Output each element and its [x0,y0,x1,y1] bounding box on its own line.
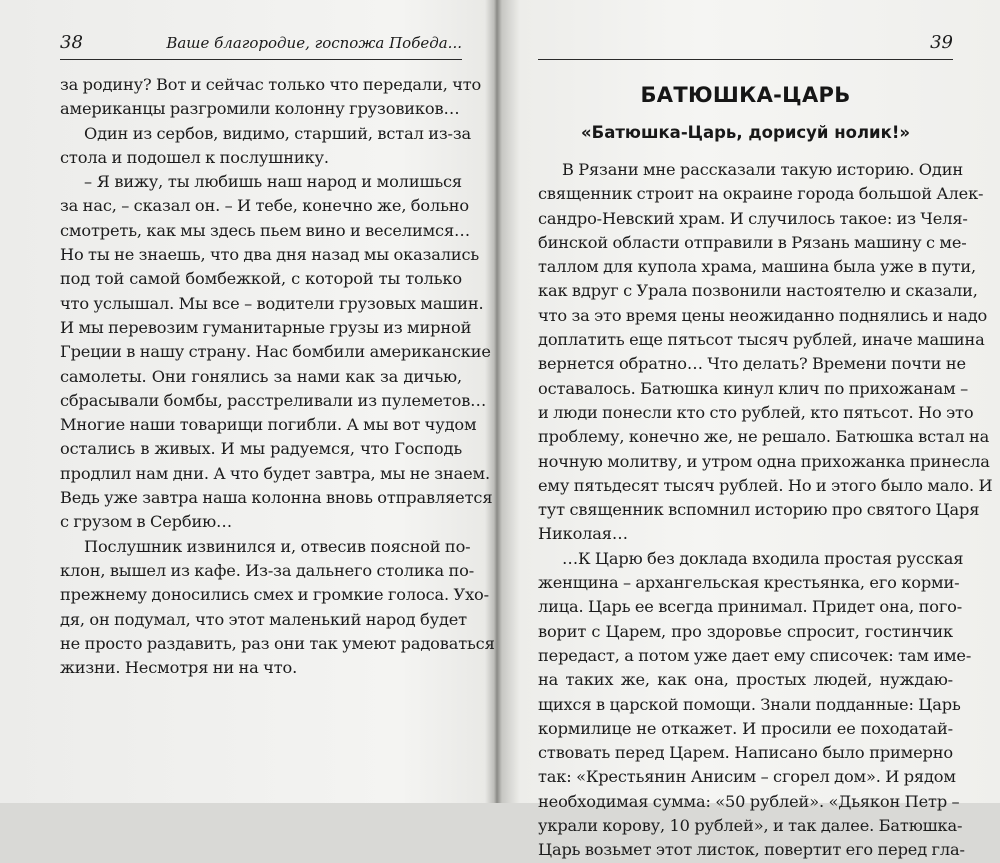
page-number: 38 [60,32,83,53]
running-title: Ваше благородие, госпожа Победа... [166,34,462,52]
text-line: Греции в нашу страну. Нас бомбили американские [60,342,491,362]
text-line: и люди понесли кто сто рублей, кто пятьсот. Но это [538,402,974,422]
text-line: не просто раздавить, раз они так умеют радоваться [60,633,495,653]
text-line: жизни. Несмотря ни на что. [60,658,298,678]
body-text [538,158,993,863]
text-line: ночную молитву, и утром одна прихожанка принесла [538,451,990,471]
text-line: вернется обратно… Что делать? Времени почти не [538,354,966,374]
text-line: проблему, конечно же, не решало. Батюшка встал на [538,427,990,447]
text-line: передаст, а потом уже дает ему списочек: там име- [538,645,972,665]
text-line: с грузом в Сербию… [60,512,233,532]
text-line: необходимая сумма: «50 рублей». «Дьякон Петр – [538,791,960,811]
text-line: женщина – архангельская крестьянка, его корми- [538,573,960,593]
text-line: священник строит на окраине города большой Алек- [538,184,984,204]
text-line: – Я вижу, ты любишь наш народ и молишься [60,172,462,192]
text-line: украли корову, 10 рублей», и так далее. Батюшка- [538,816,963,836]
text-line: сбрасывали бомбы, расстреливали из пулеметов… [60,390,487,410]
text-line: за нас, – сказал он. – И тебе, конечно же, больно [60,196,470,216]
text-line: так: «Крестьянин Анисим – сгорел дом». И рядом [538,767,956,787]
page-number: 39 [930,32,953,53]
text-line: лица. Царь ее всегда принимал. Придет она, пого- [538,597,963,617]
text-line: тут священник вспомнил историю про святого Царя [538,500,980,520]
text-line: стола и подошел к послушнику. [60,147,329,167]
text-line: Царь возьмет этот листок, повертит его перед гла- [538,840,965,860]
chapter-title: БАТЮШКА-ЦАРЬ [640,83,851,107]
page-header [538,32,953,60]
body-text [60,73,495,680]
text-line: смотреть, как мы здесь пьем вино и веселимся… [60,220,471,240]
text-line: Один из сербов, видимо, старший, встал из-за [60,123,472,143]
text-line: ствовать перед Царем. Написано было примерно [538,743,953,763]
text-line: бинской области отправили в Рязань машину с ме- [538,232,967,252]
text-line: И мы перевозим гуманитарные грузы из мирной [60,317,472,337]
text-line: Многие наши товарищи погибли. А мы вот чудом [60,415,477,435]
text-line: доплатить еще пятьсот тысяч рублей, иначе машина [538,330,985,350]
text-line: В Рязани мне рассказали такую историю. Один [538,160,963,179]
right-page [510,0,1000,860]
text-line: продлил нам дни. А что будет завтра, мы не знаем. [60,463,490,483]
text-line: американцы разгромили колонну грузовиков… [60,99,460,119]
text-line: на таких же, как она, простых людей, нуждаю- [538,670,953,690]
text-line: самолеты. Они гонялись за нами как за дичью, [60,366,462,386]
text-line: кормилице не откажет. И просили ее походатай- [538,718,953,738]
text-line: за родину? Вот и сейчас только что передали, что [60,75,482,94]
text-line: Ведь уже завтра наша колонна вновь отправляется [60,488,493,508]
text-line: как вдруг с Урала позвонили настоятелю и сказали, [538,281,978,301]
text-line: прежнему доносились смех и громкие голоса. Ухо- [60,585,489,605]
text-line: оставалось. Батюшка кинул клич по прихожанам – [538,378,969,398]
text-line: что за это время цены неожиданно поднялись и надо [538,305,988,325]
text-line: …К Царю без доклада входила простая русская [538,548,964,568]
page-header [60,32,462,60]
text-line: сандро-Невский храм. И случилось такое: из Челя- [538,208,968,228]
text-line: щихся в царской помощи. Знали подданные: Царь [538,694,961,714]
text-line: что услышал. Мы все – водители грузовых машин. [60,293,484,313]
text-line: остались в живых. И мы радуемся, что Господь [60,439,462,459]
text-line: Послушник извинился и, отвесив поясной по- [60,536,471,556]
text-line: под той самой бомбежкой, с которой ты только [60,269,462,289]
text-line: ему пятьдесят тысяч рублей. Но и этого было мало. И [538,475,993,495]
text-line: ворит с Царем, про здоровье спросит, гостинчик [538,621,953,641]
section-title: «Батюшка-Царь, дорисуй нолик!» [580,123,911,142]
text-line: таллом для купола храма, машина была уже в пути, [538,257,976,277]
text-line: дя, он подумал, что этот маленький народ будет [60,609,467,629]
left-page [0,0,495,803]
text-line: Но ты не знаешь, что два дня назад мы оказались [60,245,480,265]
text-line: Николая… [538,524,628,544]
text-line: клон, вышел из кафе. Из-за дальнего столика по- [60,560,475,580]
